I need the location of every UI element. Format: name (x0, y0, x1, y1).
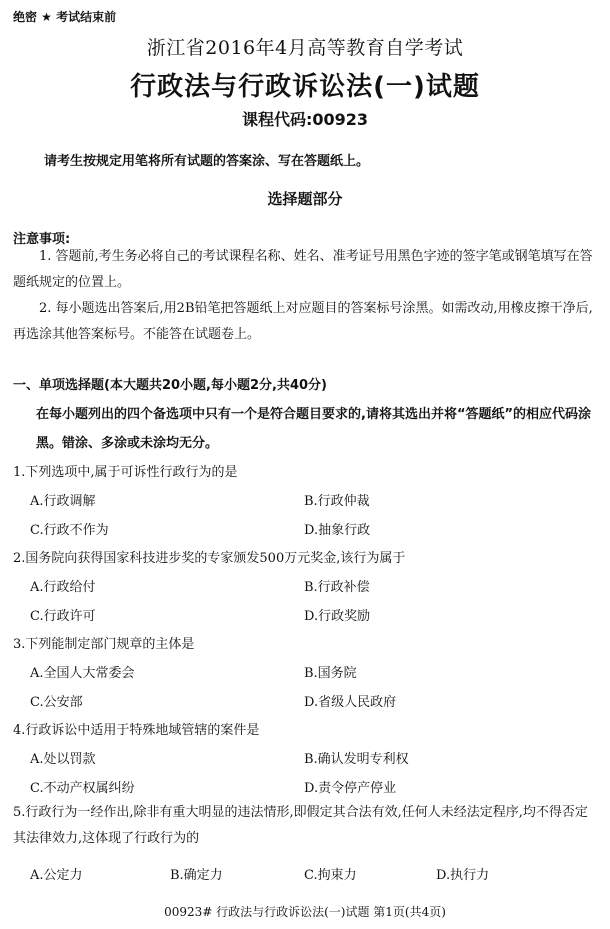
course-code: 课程代码:00923 (241, 110, 369, 129)
attention-item-2: 2. 每小题选出答案后,用2B铅笔把答题纸上对应题目的答案标号涂黑。如需改动,用橡皮擦干净后,再选涂其他答案标号。不能答在试题卷上。 (13, 301, 593, 342)
section-instruction: 在每小题列出的四个备选项中只有一个是符合题目要求的,请将其选出并将“答题纸”的相应代码涂黑。错涂、多涂或未涂均无分。 (36, 407, 592, 451)
question-4-option-b: B.确认发明专利权 (304, 752, 409, 767)
question-1-option-a: A.行政调解 (30, 494, 96, 509)
question-2-option-b: B.行政补偿 (304, 580, 370, 595)
attention-heading: 注意事项: (13, 232, 71, 247)
question-3-option-a: A.全国人大常委会 (30, 666, 135, 681)
question-2-option-c: C.行政许可 (30, 609, 96, 624)
part-title: 选择题部分 (267, 190, 343, 208)
answer-notice: 请考生按规定用笔将所有试题的答案涂、写在答题纸上。 (44, 154, 370, 169)
section-heading: 一、单项选择题(本大题共20小题,每小题2分,共40分) (13, 378, 327, 393)
question-5-option-d: D.执行力 (436, 868, 490, 883)
question-3-stem: 3.下列能制定部门规章的主体是 (13, 637, 195, 652)
question-1-option-d: D.抽象行政 (304, 523, 371, 538)
question-3-option-d: D.省级人民政府 (304, 695, 397, 710)
question-2-option-d: D.行政奖励 (304, 609, 371, 624)
question-4-stem: 4.行政诉讼中适用于特殊地域管辖的案件是 (13, 723, 260, 738)
question-2-stem: 2.国务院向获得国家科技进步奖的专家颁发500万元奖金,该行为属于 (13, 551, 406, 566)
question-5-option-b: B.确定力 (170, 868, 223, 883)
question-5-option-a: A.公定力 (30, 868, 83, 883)
question-4-option-d: D.责令停产停业 (304, 781, 397, 796)
question-1-option-c: C.行政不作为 (30, 523, 109, 538)
confidential-label: 绝密 ★ 考试结束前 (13, 10, 117, 24)
question-4-option-c: C.不动产权属纠纷 (30, 781, 135, 796)
page-title: 行政法与行政诉讼法(一)试题 (130, 72, 480, 102)
question-1-stem: 1.下列选项中,属于可诉性行政行为的是 (13, 465, 238, 480)
question-3-option-c: C.公安部 (30, 695, 83, 710)
question-2-option-a: A.行政给付 (30, 580, 96, 595)
attention-item-1: 1. 答题前,考生务必将自己的考试课程名称、姓名、准考证号用黑色字迹的签字笔或钢笔填写在答题纸规定的位置上。 (13, 249, 593, 290)
question-5-option-c: C.拘束力 (304, 868, 357, 883)
question-1-option-b: B.行政仲裁 (304, 494, 370, 509)
question-4-option-a: A.处以罚款 (30, 752, 96, 767)
question-5-stem: 5.行政行为一经作出,除非有重大明显的违法情形,即假定其合法有效,任何人未经法定程序,均不得否定其法律效力,这体现了行政行为的 (13, 805, 588, 846)
question-3-option-b: B.国务院 (304, 666, 357, 681)
exam-name: 浙江省2016年4月高等教育自学考试 (146, 37, 464, 59)
page-footer: 00923# 行政法与行政诉讼法(一)试题 第1页(共4页) (164, 905, 446, 919)
